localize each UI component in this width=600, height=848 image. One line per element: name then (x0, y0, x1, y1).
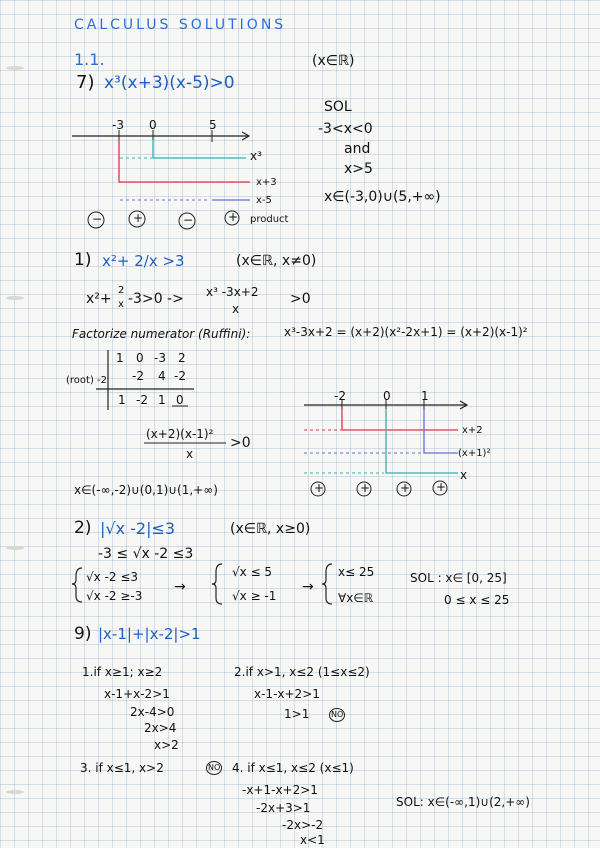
row-label-x: x (460, 468, 468, 482)
arrow-1: → (174, 579, 186, 595)
axis-label-0: 0 (149, 118, 157, 132)
step-1-right: -3>0 -> (128, 291, 184, 307)
problem-2-label: 2) (74, 518, 92, 538)
ruffini-root: (root) -2 (66, 375, 108, 386)
case-2-heading: 2.if x>1, x≤2 (1≤x≤2) (234, 665, 370, 679)
case-1-line-3: 2x>4 (144, 721, 177, 735)
problem-1-domain: (x∈ℝ, x≠0) (236, 253, 317, 269)
row-label-x-cubed: x³ (250, 149, 262, 163)
fraction-numerator: (x+2)(x-1)² (146, 427, 214, 441)
axis-label-1: 1 (421, 389, 429, 403)
step-1-fraction-numerator: x³ -3x+2 (206, 285, 259, 299)
factorize-equation: x³-3x+2 = (x+2)(x²-2x+1) = (x+2)(x-1)² (284, 325, 528, 339)
problem-1-answer: x∈(-∞,-2)∪(0,1)∪(1,+∞) (74, 483, 218, 497)
ruffini-cell: 2 (178, 351, 186, 365)
system-3-line-b: ∀x∈ℝ (338, 591, 374, 605)
ruffini-cell: -2 (136, 393, 148, 407)
problem-7-answer: x∈(-3,0)∪(5,+∞) (324, 189, 441, 205)
case-4-line-2: -2x+3>1 (256, 801, 311, 815)
page-title: CALCULUS SOLUTIONS (74, 17, 287, 33)
sign-minus: − (183, 213, 194, 227)
axis-label-0: 0 (383, 389, 391, 403)
problem-2-solution: SOL : x∈ [0, 25] (410, 571, 507, 585)
ruffini-remainder: 0 (176, 393, 184, 407)
system-2-line-b: √x ≥ -1 (232, 589, 277, 603)
sign-plus: + (228, 210, 239, 224)
arrow-2: → (302, 579, 314, 595)
ruffini-cell: -3 (154, 351, 166, 365)
row-label-x-plus-2: x+2 (462, 425, 483, 436)
problem-1-inequality: x²+ 2/x >3 (102, 252, 185, 270)
problem-7-condition-2: x>5 (344, 161, 373, 177)
case-2-line-1: x-1-x+2>1 (254, 687, 320, 701)
case-1-line-2: 2x-4>0 (130, 705, 175, 719)
section-number: 1.1. (74, 50, 105, 69)
sign-minus: − (92, 212, 103, 226)
system-1-line-a: √x -2 ≤3 (86, 570, 139, 584)
ruffini-cell: 4 (158, 369, 166, 383)
system-1-line-b: √x -2 ≥-3 (86, 589, 143, 603)
ruffini-cell: 1 (158, 393, 166, 407)
factorize-label: Factorize numerator (Ruffini): (72, 327, 251, 341)
problem-2-solution-range: 0 ≤ x ≤ 25 (444, 593, 510, 607)
case-3-heading: 3. if x≤1, x>2 (80, 761, 164, 775)
ruffini-cell: 1 (116, 351, 124, 365)
problem-9-label: 9) (74, 624, 92, 644)
step-1-denominator: x (118, 299, 124, 310)
problem-2-domain: (x∈ℝ, x≥0) (230, 521, 311, 537)
row-label-x-minus-5: x-5 (256, 195, 272, 206)
problem-2-inequality: |√x -2|≤3 (100, 519, 176, 538)
fraction-end: >0 (230, 435, 251, 451)
fraction-denominator: x (186, 447, 194, 461)
ruffini-cell: 0 (136, 351, 144, 365)
step-1-fraction-denominator: x (232, 302, 240, 316)
step-1-left: x²+ (86, 291, 112, 307)
sign-plus: + (360, 481, 371, 495)
case-1-line-1: x-1+x-2>1 (104, 687, 170, 701)
sign-plus: + (436, 480, 447, 494)
ruffini-cell: -2 (132, 369, 144, 383)
problem-9-inequality: |x-1|+|x-2|>1 (98, 625, 201, 643)
axis-label-minus-2: -2 (334, 389, 346, 403)
system-3-line-a: x≤ 25 (338, 565, 375, 579)
sign-plus: + (133, 211, 144, 225)
problem-7-condition-1: -3<x<0 (318, 121, 373, 137)
sign-plus: + (314, 481, 325, 495)
problem-7-inequality: x³(x+3)(x-5)>0 (104, 73, 235, 93)
case-1-heading: 1.if x≥1; x≥2 (82, 665, 163, 679)
problem-7-sol-label: SOL (324, 99, 352, 115)
case-2-no-badge: NO (329, 708, 345, 722)
row-label-square: (x+1)² (458, 448, 491, 459)
ruffini-cell: 1 (118, 393, 126, 407)
problem-7-and: and (344, 141, 371, 157)
problem-2-step-1: -3 ≤ √x -2 ≤3 (98, 546, 194, 562)
case-1-line-4: x>2 (154, 738, 179, 752)
case-4-line-3: -2x>-2 (282, 818, 324, 832)
ruffini-cell: -2 (174, 369, 186, 383)
row-label-product: product (250, 214, 289, 225)
axis-label-5: 5 (209, 118, 217, 132)
system-2-line-a: √x ≤ 5 (232, 565, 273, 579)
axis-label-minus-3: -3 (112, 118, 124, 132)
case-4-heading: 4. if x≤1, x≤2 (x≤1) (232, 761, 354, 775)
problem-7-domain: (x∈ℝ) (312, 53, 355, 69)
problem-1-label: 1) (74, 250, 92, 270)
problem-9-solution: SOL: x∈(-∞,1)∪(2,+∞) (396, 795, 530, 809)
case-2-line-2: 1>1 (284, 707, 310, 721)
case-4-line-4: x<1 (300, 833, 325, 847)
problem-7-label: 7) (76, 72, 95, 93)
case-3-no-badge: NO (206, 761, 222, 775)
row-label-x-plus-3: x+3 (256, 177, 277, 188)
case-4-line-1: -x+1-x+2>1 (242, 783, 318, 797)
step-1-end: >0 (290, 291, 311, 307)
step-1-numerator: 2 (118, 285, 125, 296)
sign-plus: + (400, 481, 411, 495)
